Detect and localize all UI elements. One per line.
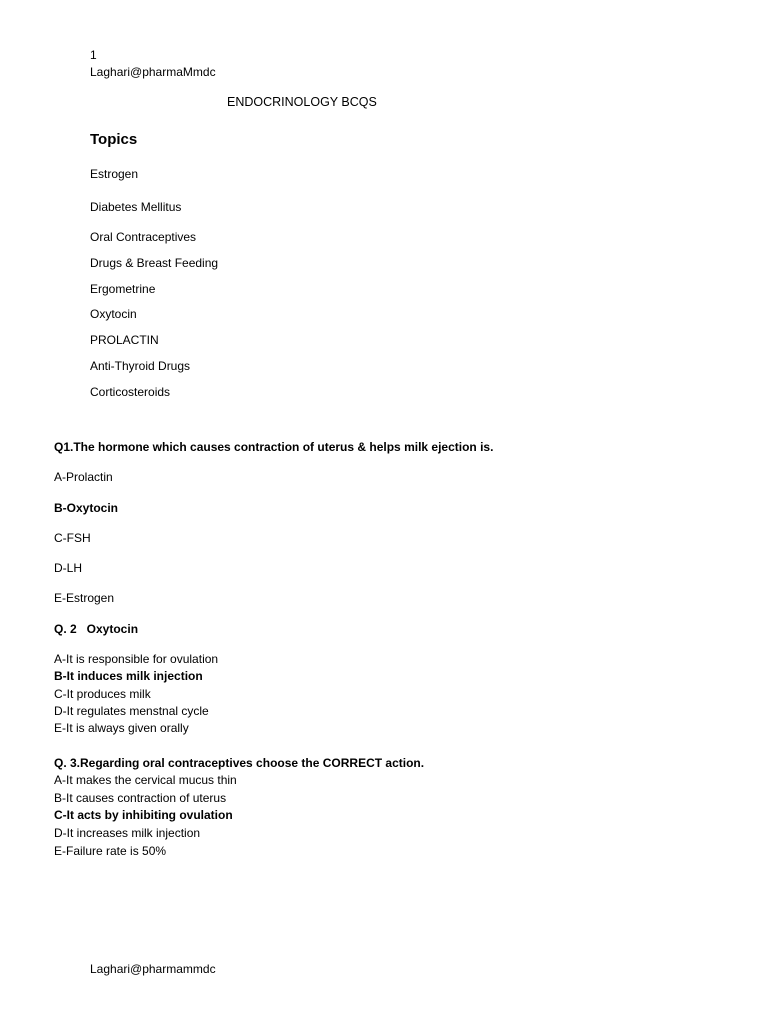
topic-item: Oral Contraceptives: [90, 230, 197, 244]
answer-option: A-Prolactin: [54, 470, 113, 484]
topic-item: Drugs & Breast Feeding: [90, 256, 219, 270]
answer-option: E-Failure rate is 50%: [54, 844, 167, 858]
answer-option: A-It is responsible for ovulation: [54, 652, 219, 666]
question-stem: Q1.The hormone which causes contraction of uterus & helps milk ejection is.: [54, 440, 494, 454]
answer-option: D-It increases milk injection: [54, 826, 201, 840]
topics-heading: Topics: [90, 131, 138, 148]
topic-item: Corticosteroids: [90, 385, 171, 399]
answer-option: C-It produces milk: [54, 687, 151, 701]
question-stem: Q. 3.Regarding oral contraceptives choose the CORRECT action.: [54, 756, 425, 770]
answer-option: C-FSH: [54, 531, 91, 545]
topic-item: Ergometrine: [90, 282, 156, 296]
page-number: 1: [90, 48, 97, 62]
topic-item: Anti-Thyroid Drugs: [90, 359, 191, 373]
topic-item: Diabetes Mellitus: [90, 200, 182, 214]
footer-author: Laghari@pharmammdc: [90, 962, 216, 976]
answer-option: A-It makes the cervical mucus thin: [54, 773, 237, 787]
question-stem: Q. 2 Oxytocin: [54, 622, 139, 636]
topic-item: Estrogen: [90, 167, 139, 181]
answer-option: C-It acts by inhibiting ovulation: [54, 808, 233, 822]
topic-item: Oxytocin: [90, 307, 137, 321]
answer-option: B-It causes contraction of uterus: [54, 791, 227, 805]
answer-option: D-LH: [54, 561, 83, 575]
answer-option: B-It induces milk injection: [54, 669, 203, 683]
topic-item: PROLACTIN: [90, 333, 159, 347]
document-title: ENDOCRINOLOGY BCQS: [227, 95, 377, 109]
answer-option: B-Oxytocin: [54, 501, 119, 515]
answer-option: D-It regulates menstnal cycle: [54, 704, 209, 718]
header-author: Laghari@pharmaMmdc: [90, 65, 216, 79]
answer-option: E-Estrogen: [54, 591, 115, 605]
answer-option: E-It is always given orally: [54, 721, 189, 735]
